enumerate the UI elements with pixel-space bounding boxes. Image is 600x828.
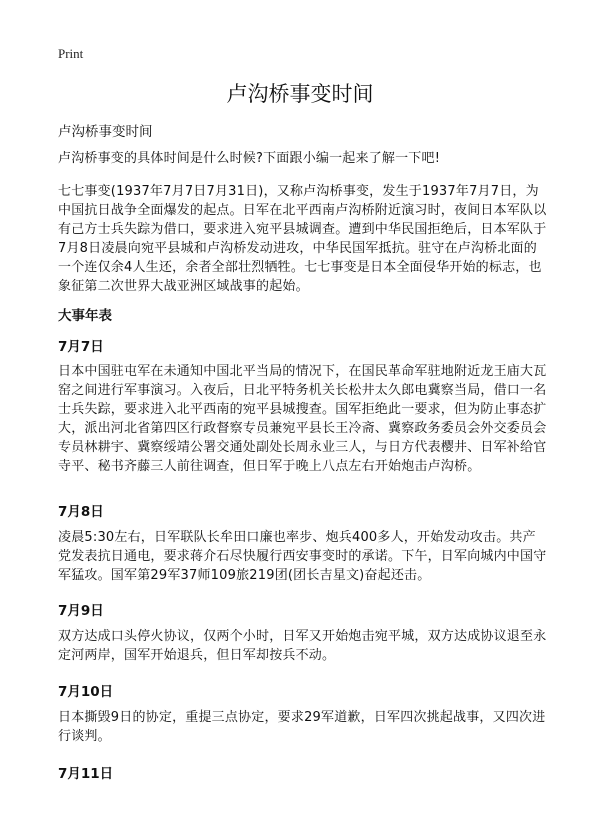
page-title: 卢沟桥事变时间: [226, 82, 374, 106]
entry-text-7-7: 日本中国驻屯军在未通知中国北平当局的情况下，在国民革命军驻地附近龙王庙大瓦窑之间进行军事演习。入夜后，日北平特务机关长松井太久郎电冀察当局，借口一名士兵失踪，要求进入北平西南的宛平县城搜查。国军拒绝此一要求，但为防止事态扩大，派出河北省第四区行政督察专员兼宛平县长王冷斋、冀察政务委员会外交委员会专员林耕宇、冀察绥靖公署交通处副处长周永业三人，与日方代表樱井、日军补给官寺平、秘书齐藤三人前往调查，但日军于晚上八点左右开始炮击卢沟桥。: [58, 364, 547, 474]
entry-text-7-10: 日本撕毁9日的协定，重提三点协定，要求29军道歉，日军四次挑起战事，又四次进行谈判。: [58, 710, 546, 744]
entry-date-7-7: 7月7日: [58, 339, 104, 355]
entry-text-7-8: 凌晨5:30左右，日军联队长牟田口廉也率步、炮兵400多人，开始发动攻击。共产党发表抗日通电，要求蒋介石尽快履行西安事变时的承诺。下午，日军向城内中国守军猛攻。国军第29军37师109旅219团(团长吉星文)奋起还击。: [58, 530, 547, 583]
entry-date-7-11: 7月11日: [58, 766, 114, 782]
intro-paragraph: 卢沟桥事变的具体时间是什么时候?下面跟小编一起来了解一下吧!: [58, 151, 441, 166]
entry-date-7-8: 7月8日: [58, 504, 104, 520]
entry-text-7-9: 双方达成口头停火协议，仅两个小时，日军又开始炮击宛平城，双方达成协议退至永定河两岸，国军开始退兵，但日军却按兵不动。: [58, 629, 547, 663]
entry-date-7-9: 7月9日: [58, 603, 104, 619]
summary-paragraph: 七七事变(1937年7月7日7月31日)，又称卢沟桥事变，发生于1937年7月7日，为中国抗日战争全面爆发的起点。日军在北平西南卢沟桥附近演习时，夜间日本军队以有己方士兵失踪为借口，要求进入宛平县城调查。遭到中华民国拒绝后，日本军队于7月8日凌晨向宛平县城和卢沟桥发动进攻，中华民国军抵抗。驻守在卢沟桥北面的一个连仅余4人生还，余者全部壮烈牺牲。七七事变是日本全面侵华开始的标志，也象征第二次世界大战亚洲区域战事的起始。: [58, 184, 547, 294]
print-link[interactable]: Print: [58, 46, 84, 61]
section-heading: 大事年表: [58, 308, 112, 324]
entry-date-7-10: 7月10日: [58, 684, 114, 700]
article-subtitle: 卢沟桥事变时间: [58, 124, 153, 140]
